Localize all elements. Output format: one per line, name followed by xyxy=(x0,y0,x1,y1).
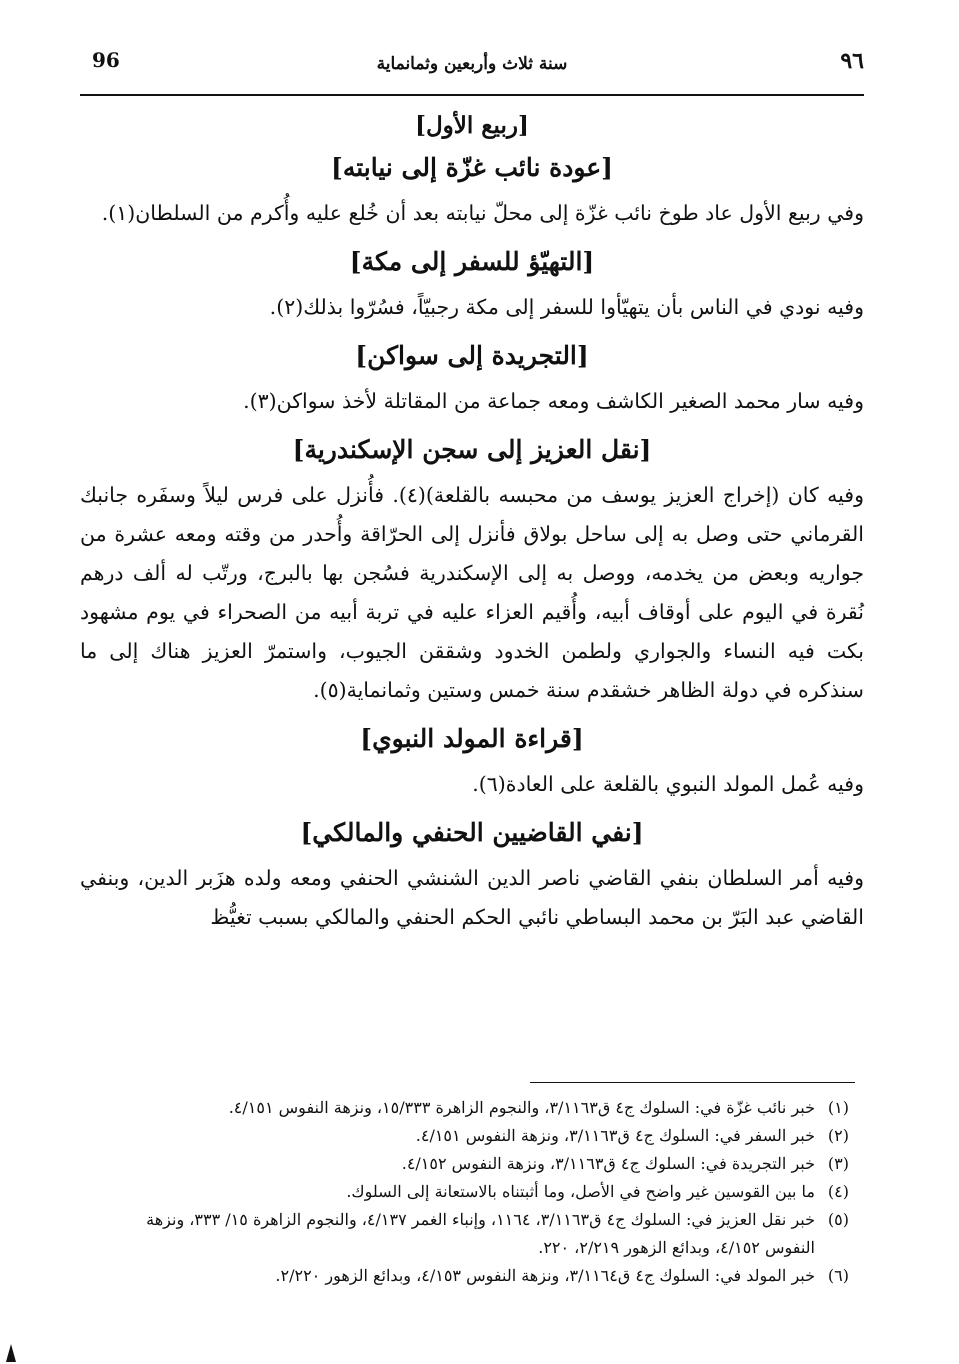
section-paragraph: وفي ربيع الأول عاد طوخ نائب غزّة إلى محلّ نيابته بعد أن خُلع عليه وأُكرم من السلطان(١). xyxy=(101,201,864,225)
footnotes xyxy=(95,1094,849,1290)
month-label: [ربيع الأول] xyxy=(415,112,529,139)
page-number-latin: 96 xyxy=(92,48,120,72)
footnote-text: خبر السفر في: السلوك ج٤ ق٣/١١٦٣، ونزهة النفوس ٤/١٥١. xyxy=(415,1126,815,1145)
section-heading: [نفي القاضيين الحنفي والمالكي] xyxy=(300,818,644,847)
main-text xyxy=(80,106,864,937)
scan-corner-mark xyxy=(6,1344,16,1362)
footnote-number: (١) xyxy=(827,1098,849,1117)
section-heading: [قراءة المولد النبوي] xyxy=(360,724,584,753)
section-paragraph: وفيه نودي في الناس بأن يتهيّأوا للسفر إلى مكة رجبيّاً، فسُرّوا بذلك(٢). xyxy=(269,295,864,319)
footnote xyxy=(95,1262,849,1290)
running-title: سنة ثلاث وأربعين وثمانماية xyxy=(376,54,568,74)
section-heading: [التهيّؤ للسفر إلى مكة] xyxy=(349,247,595,276)
page-number-arabic: ٩٦ xyxy=(840,48,864,74)
section-paragraph: وفيه كان (إخراج العزيز يوسف من محبسه بالقلعة)(٤). فأُنزل على فرس ليلاً وسفَره جانبك القرماني حتى وصل به إلى ساحل بولاق فأنزل إلى الحرّاقة وأُحدر من وقته ومعه عشرة من جواريه وبعض من يخدمه، ووصل به إلى الإسكندرية فسُجن بها بالبرج، ورتّب له ألف درهم نُقرة في اليوم على أوقاف أبيه، وأُقيم العزاء عليه في تربة أبيه من الصحراء في يوم مشهود بكت فيه النساء والجواري ولطمن الخدود وشققن الجيوب، واستمرّ العزيز هناك إلى ما سنذكره في دولة الظاهر خشقدم سنة خمس وستين وثمانماية(٥). xyxy=(80,483,864,702)
footnote-text: ما بين القوسين غير واضح في الأصل، وما أثبتناه بالاستعانة إلى السلوك. xyxy=(346,1182,815,1201)
footnote xyxy=(95,1206,849,1262)
footnote-text: خبر المولد في: السلوك ج٤ ق٣/١١٦٤، ونزهة النفوس ٤/١٥٣، وبدائع الزهور ٢/٢٢٠. xyxy=(275,1266,815,1285)
footnote xyxy=(95,1094,849,1122)
footnote-text: خبر نائب غزّة في: السلوك ج٤ ق٣/١١٦٣، والنجوم الزاهرة ١٥/٣٣٣، ونزهة النفوس ٤/١٥١. xyxy=(228,1098,815,1117)
section-paragraph: وفيه عُمل المولد النبوي بالقلعة على العادة(٦). xyxy=(472,772,864,796)
header-rule xyxy=(80,94,864,96)
footnote-number: (٦) xyxy=(827,1266,849,1285)
footnote-number: (٢) xyxy=(827,1126,849,1145)
footnote-number: (٥) xyxy=(827,1210,849,1229)
section-heading: [عودة نائب غزّة إلى نيابته] xyxy=(330,153,613,182)
footnote-rule xyxy=(530,1082,855,1083)
footnote-text: خبر التجريدة في: السلوك ج٤ ق٣/١١٦٣، ونزهة النفوس ٤/١٥٢. xyxy=(401,1154,815,1173)
footnote xyxy=(95,1178,849,1206)
section-paragraph: وفيه سار محمد الصغير الكاشف ومعه جماعة من المقاتلة لأخذ سواكن(٣). xyxy=(243,389,864,413)
page-header xyxy=(80,42,864,92)
footnote-number: (٣) xyxy=(827,1154,849,1173)
footnote-number: (٤) xyxy=(827,1182,849,1201)
footnote-text: خبر نقل العزيز في: السلوك ج٤ ق٣/١١٦٣، ١١٦٤، وإنباء الغمر ٤/١٣٧، والنجوم الزاهرة ١٥/ ٣٣٣، ونزهة النفوس ٤/١٥٢، وبدائع الزهور ٢/٢١٩، ٢٢٠. xyxy=(146,1210,815,1257)
footnote xyxy=(95,1122,849,1150)
section-paragraph: وفيه أمر السلطان بنفي القاضي ناصر الدين الشنشي الحنفي ومعه ولده هزَبر الدين، وبنفي القاضي عبد البَرّ بن محمد البساطي نائبي الحكم الحنفي والمالكي بسبب تغيُّظ xyxy=(80,866,864,929)
footnote xyxy=(95,1150,849,1178)
section-heading: [نقل العزيز إلى سجن الإسكندرية] xyxy=(292,435,652,464)
section-heading: [التجريدة إلى سواكن] xyxy=(355,341,589,370)
